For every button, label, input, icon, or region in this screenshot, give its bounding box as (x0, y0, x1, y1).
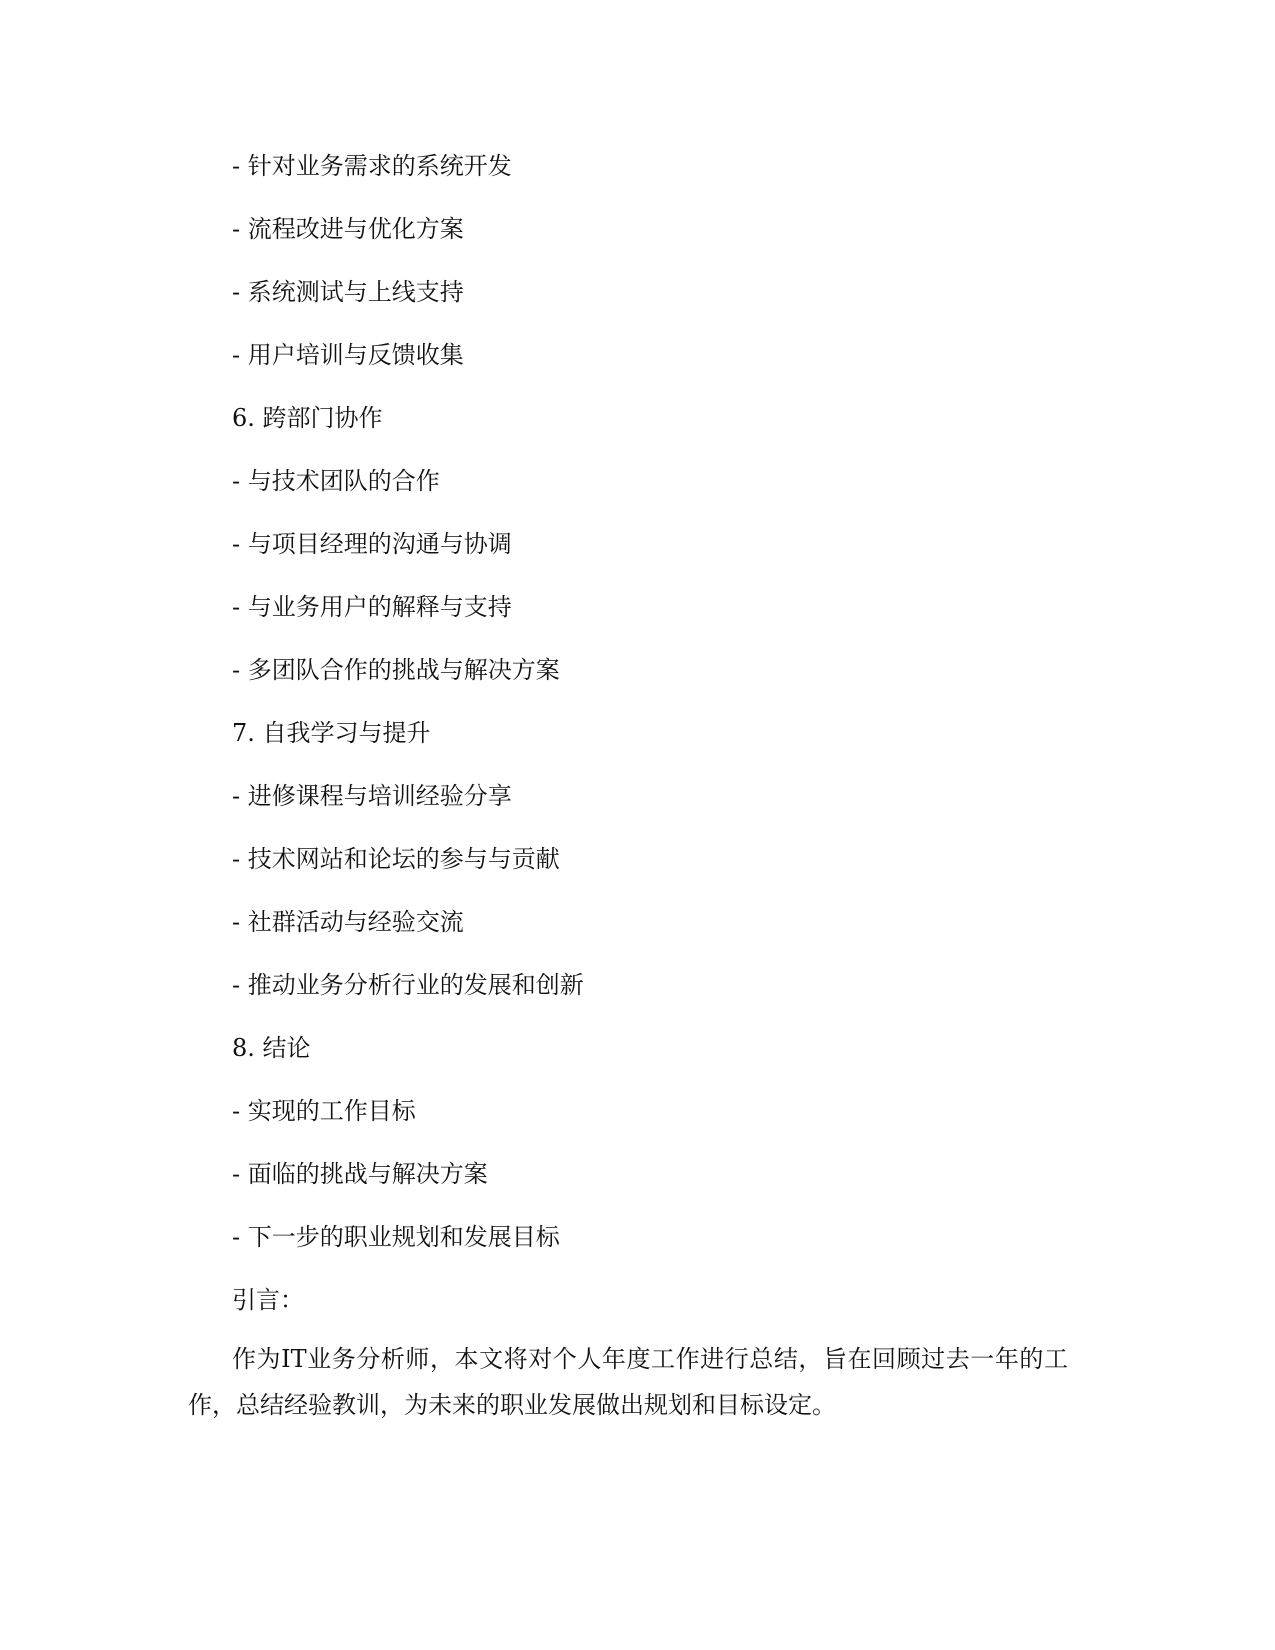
intro-heading: 引言： (232, 1286, 304, 1314)
list-item: - 针对业务需求的系统开发 (232, 152, 512, 180)
list-item: - 与业务用户的解释与支持 (232, 593, 512, 621)
list-item: - 流程改进与优化方案 (232, 215, 464, 243)
list-item: - 与技术团队的合作 (232, 467, 440, 495)
list-item: - 技术网站和论坛的参与与贡献 (232, 845, 560, 873)
list-item: - 用户培训与反馈收集 (232, 341, 464, 369)
list-item: - 社群活动与经验交流 (232, 908, 464, 936)
list-item: - 进修课程与培训经验分享 (232, 782, 512, 810)
list-item: - 面临的挑战与解决方案 (232, 1160, 488, 1188)
intro-paragraph: 作为IT业务分析师，本文将对个人年度工作进行总结，旨在回顾过去一年的工作，总结经验教训，为未来的职业发展做出规划和目标设定。 (188, 1345, 1068, 1419)
list-item: - 推动业务分析行业的发展和创新 (232, 971, 584, 999)
list-item: - 与项目经理的沟通与协调 (232, 530, 512, 558)
list-item: - 多团队合作的挑战与解决方案 (232, 656, 560, 684)
section-heading: 6. 跨部门协作 (232, 404, 383, 432)
list-item: - 实现的工作目标 (232, 1097, 416, 1125)
section-heading: 8. 结论 (232, 1034, 311, 1062)
section-heading: 7. 自我学习与提升 (232, 719, 431, 747)
list-item: - 下一步的职业规划和发展目标 (232, 1223, 560, 1251)
list-item: - 系统测试与上线支持 (232, 278, 464, 306)
